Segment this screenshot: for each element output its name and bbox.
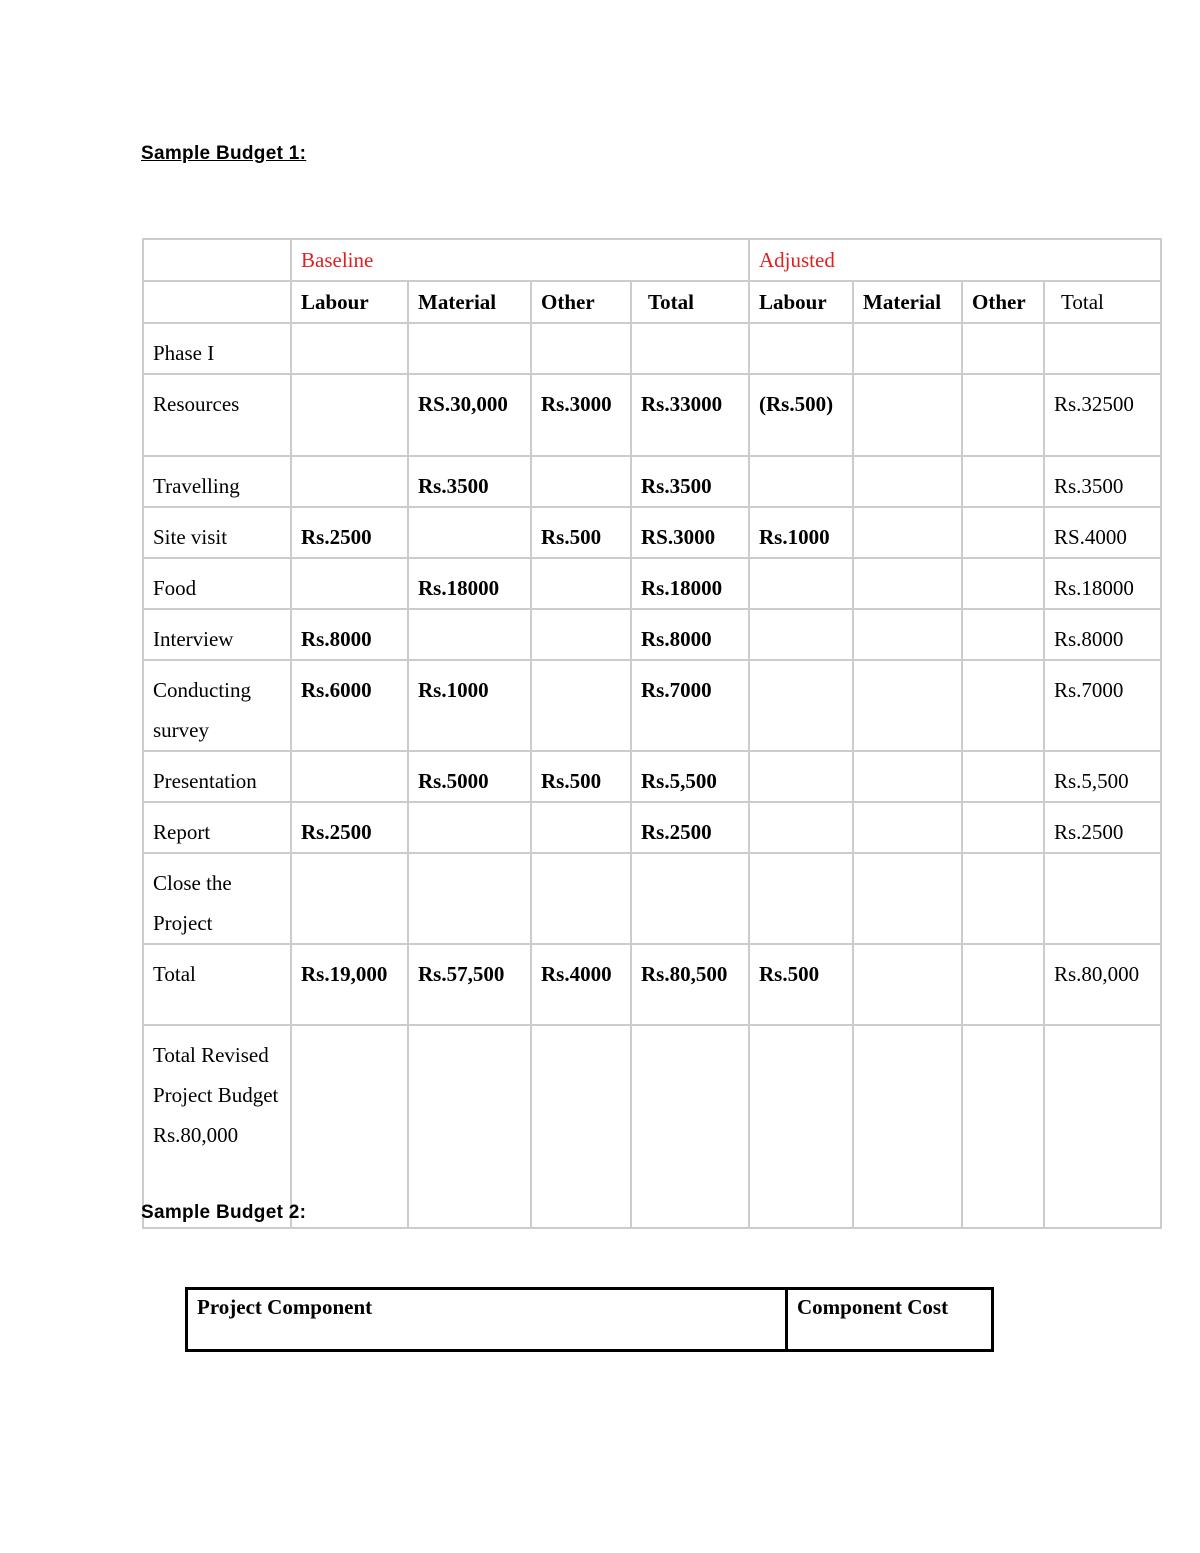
table-cell	[962, 853, 1044, 944]
col-header: Labour	[291, 281, 408, 323]
table-cell	[408, 1025, 531, 1228]
table-cell: Rs.7000	[1044, 660, 1161, 751]
table-cell: Rs.5,500	[631, 751, 749, 802]
budget1-body	[143, 323, 1161, 1228]
row-label: Total	[143, 944, 291, 1025]
table-cell	[1044, 853, 1161, 944]
table-cell	[408, 609, 531, 660]
col-header: Other	[531, 281, 631, 323]
table-cell	[749, 660, 853, 751]
table-cell	[853, 456, 962, 507]
table-cell	[749, 323, 853, 374]
col-header: Other	[962, 281, 1044, 323]
table-cell	[853, 609, 962, 660]
table-cell	[853, 507, 962, 558]
project-component-header: Project Component	[187, 1289, 787, 1351]
table-cell: Rs.2500	[631, 802, 749, 853]
row-label: Conducting survey	[143, 660, 291, 751]
table-cell: Rs.8000	[291, 609, 408, 660]
table-cell: Rs.2500	[1044, 802, 1161, 853]
table-row	[143, 374, 1161, 456]
row-label: Presentation	[143, 751, 291, 802]
table-cell: Rs.5,500	[1044, 751, 1161, 802]
table-cell	[531, 609, 631, 660]
group-header-row	[143, 239, 1161, 281]
table-cell	[962, 751, 1044, 802]
table-cell	[1044, 323, 1161, 374]
col-header: Material	[408, 281, 531, 323]
table-cell	[749, 802, 853, 853]
table-cell	[631, 853, 749, 944]
table-cell	[291, 751, 408, 802]
table-cell	[631, 323, 749, 374]
budget1-table	[142, 238, 1162, 1229]
table-row	[143, 751, 1161, 802]
table-cell	[853, 660, 962, 751]
table-cell: Rs.500	[531, 751, 631, 802]
corner-cell	[143, 239, 291, 281]
table-cell	[291, 558, 408, 609]
row-label: Total Revised Project Budget Rs.80,000	[143, 1025, 291, 1228]
table-row	[143, 507, 1161, 558]
table-cell	[749, 1025, 853, 1228]
table-cell	[962, 456, 1044, 507]
row-label-header	[143, 281, 291, 323]
table-cell	[291, 1025, 408, 1228]
table-cell	[631, 1025, 749, 1228]
table-cell: Rs.6000	[291, 660, 408, 751]
table-cell	[749, 609, 853, 660]
table-cell	[853, 1025, 962, 1228]
budget2-header-row	[187, 1289, 993, 1351]
col-header: Material	[853, 281, 962, 323]
table-cell: Rs.57,500	[408, 944, 531, 1025]
budget2-heading: Sample Budget 2:	[141, 1202, 307, 1223]
table-cell	[531, 660, 631, 751]
budget2-table	[185, 1287, 994, 1352]
table-cell: Rs.8000	[1044, 609, 1161, 660]
table-row	[143, 853, 1161, 944]
col-header: Labour	[749, 281, 853, 323]
table-cell: Rs.18000	[631, 558, 749, 609]
table-cell	[962, 802, 1044, 853]
table-cell	[291, 323, 408, 374]
table-cell	[408, 853, 531, 944]
table-cell	[291, 374, 408, 456]
table-cell	[962, 609, 1044, 660]
table-cell: RS.30,000	[408, 374, 531, 456]
table-cell: Rs.7000	[631, 660, 749, 751]
table-cell	[531, 1025, 631, 1228]
table-row	[143, 802, 1161, 853]
table-cell	[853, 323, 962, 374]
table-cell	[853, 944, 962, 1025]
table-cell: Rs.3500	[631, 456, 749, 507]
table-cell: Rs.2500	[291, 507, 408, 558]
table-cell	[962, 944, 1044, 1025]
table-cell: RS.3000	[631, 507, 749, 558]
table-cell: Rs.80,500	[631, 944, 749, 1025]
table-cell: RS.4000	[1044, 507, 1161, 558]
table-cell	[408, 802, 531, 853]
table-cell	[531, 558, 631, 609]
table-row	[143, 609, 1161, 660]
table-cell	[962, 507, 1044, 558]
table-cell: Rs.8000	[631, 609, 749, 660]
table-row	[143, 1025, 1161, 1228]
row-label: Report	[143, 802, 291, 853]
table-cell	[962, 374, 1044, 456]
table-cell	[853, 802, 962, 853]
row-label: Close the Project	[143, 853, 291, 944]
table-cell: Rs.32500	[1044, 374, 1161, 456]
table-cell	[853, 853, 962, 944]
table-row	[143, 456, 1161, 507]
table-cell: Rs.18000	[1044, 558, 1161, 609]
table-cell: Rs.500	[531, 507, 631, 558]
adjusted-header: Adjusted	[749, 239, 1161, 281]
table-cell: Rs.3500	[408, 456, 531, 507]
row-label: Resources	[143, 374, 291, 456]
col-header: Total	[631, 281, 749, 323]
table-row	[143, 660, 1161, 751]
table-cell: Rs.1000	[749, 507, 853, 558]
table-cell: (Rs.500)	[749, 374, 853, 456]
table-cell	[291, 456, 408, 507]
table-cell	[962, 558, 1044, 609]
table-cell	[408, 507, 531, 558]
table-cell	[408, 323, 531, 374]
table-cell: Rs.33000	[631, 374, 749, 456]
table-cell: Rs.4000	[531, 944, 631, 1025]
table-cell: Rs.3000	[531, 374, 631, 456]
table-cell	[1044, 1025, 1161, 1228]
table-row	[143, 944, 1161, 1025]
table-cell	[749, 853, 853, 944]
table-cell	[531, 853, 631, 944]
table-row	[143, 323, 1161, 374]
table-cell	[531, 802, 631, 853]
table-cell: Rs.80,000	[1044, 944, 1161, 1025]
table-cell	[962, 660, 1044, 751]
table-cell	[749, 456, 853, 507]
row-label: Food	[143, 558, 291, 609]
component-cost-header: Component Cost	[787, 1289, 993, 1351]
table-cell: Rs.19,000	[291, 944, 408, 1025]
table-cell: Rs.500	[749, 944, 853, 1025]
table-cell	[853, 374, 962, 456]
table-cell	[962, 1025, 1044, 1228]
table-cell: Rs.5000	[408, 751, 531, 802]
baseline-header: Baseline	[291, 239, 749, 281]
table-cell	[291, 853, 408, 944]
row-label: Interview	[143, 609, 291, 660]
table-cell: Rs.1000	[408, 660, 531, 751]
row-label: Phase I	[143, 323, 291, 374]
table-cell	[962, 323, 1044, 374]
table-cell	[853, 751, 962, 802]
budget1-heading: Sample Budget 1:	[141, 143, 307, 164]
table-row	[143, 558, 1161, 609]
row-label: Site visit	[143, 507, 291, 558]
row-label: Travelling	[143, 456, 291, 507]
table-cell	[531, 323, 631, 374]
table-cell	[853, 558, 962, 609]
col-header: Total	[1044, 281, 1161, 323]
table-cell: Rs.2500	[291, 802, 408, 853]
table-cell	[749, 558, 853, 609]
table-cell: Rs.3500	[1044, 456, 1161, 507]
column-header-row	[143, 281, 1161, 323]
table-cell	[531, 456, 631, 507]
table-cell: Rs.18000	[408, 558, 531, 609]
table-cell	[749, 751, 853, 802]
